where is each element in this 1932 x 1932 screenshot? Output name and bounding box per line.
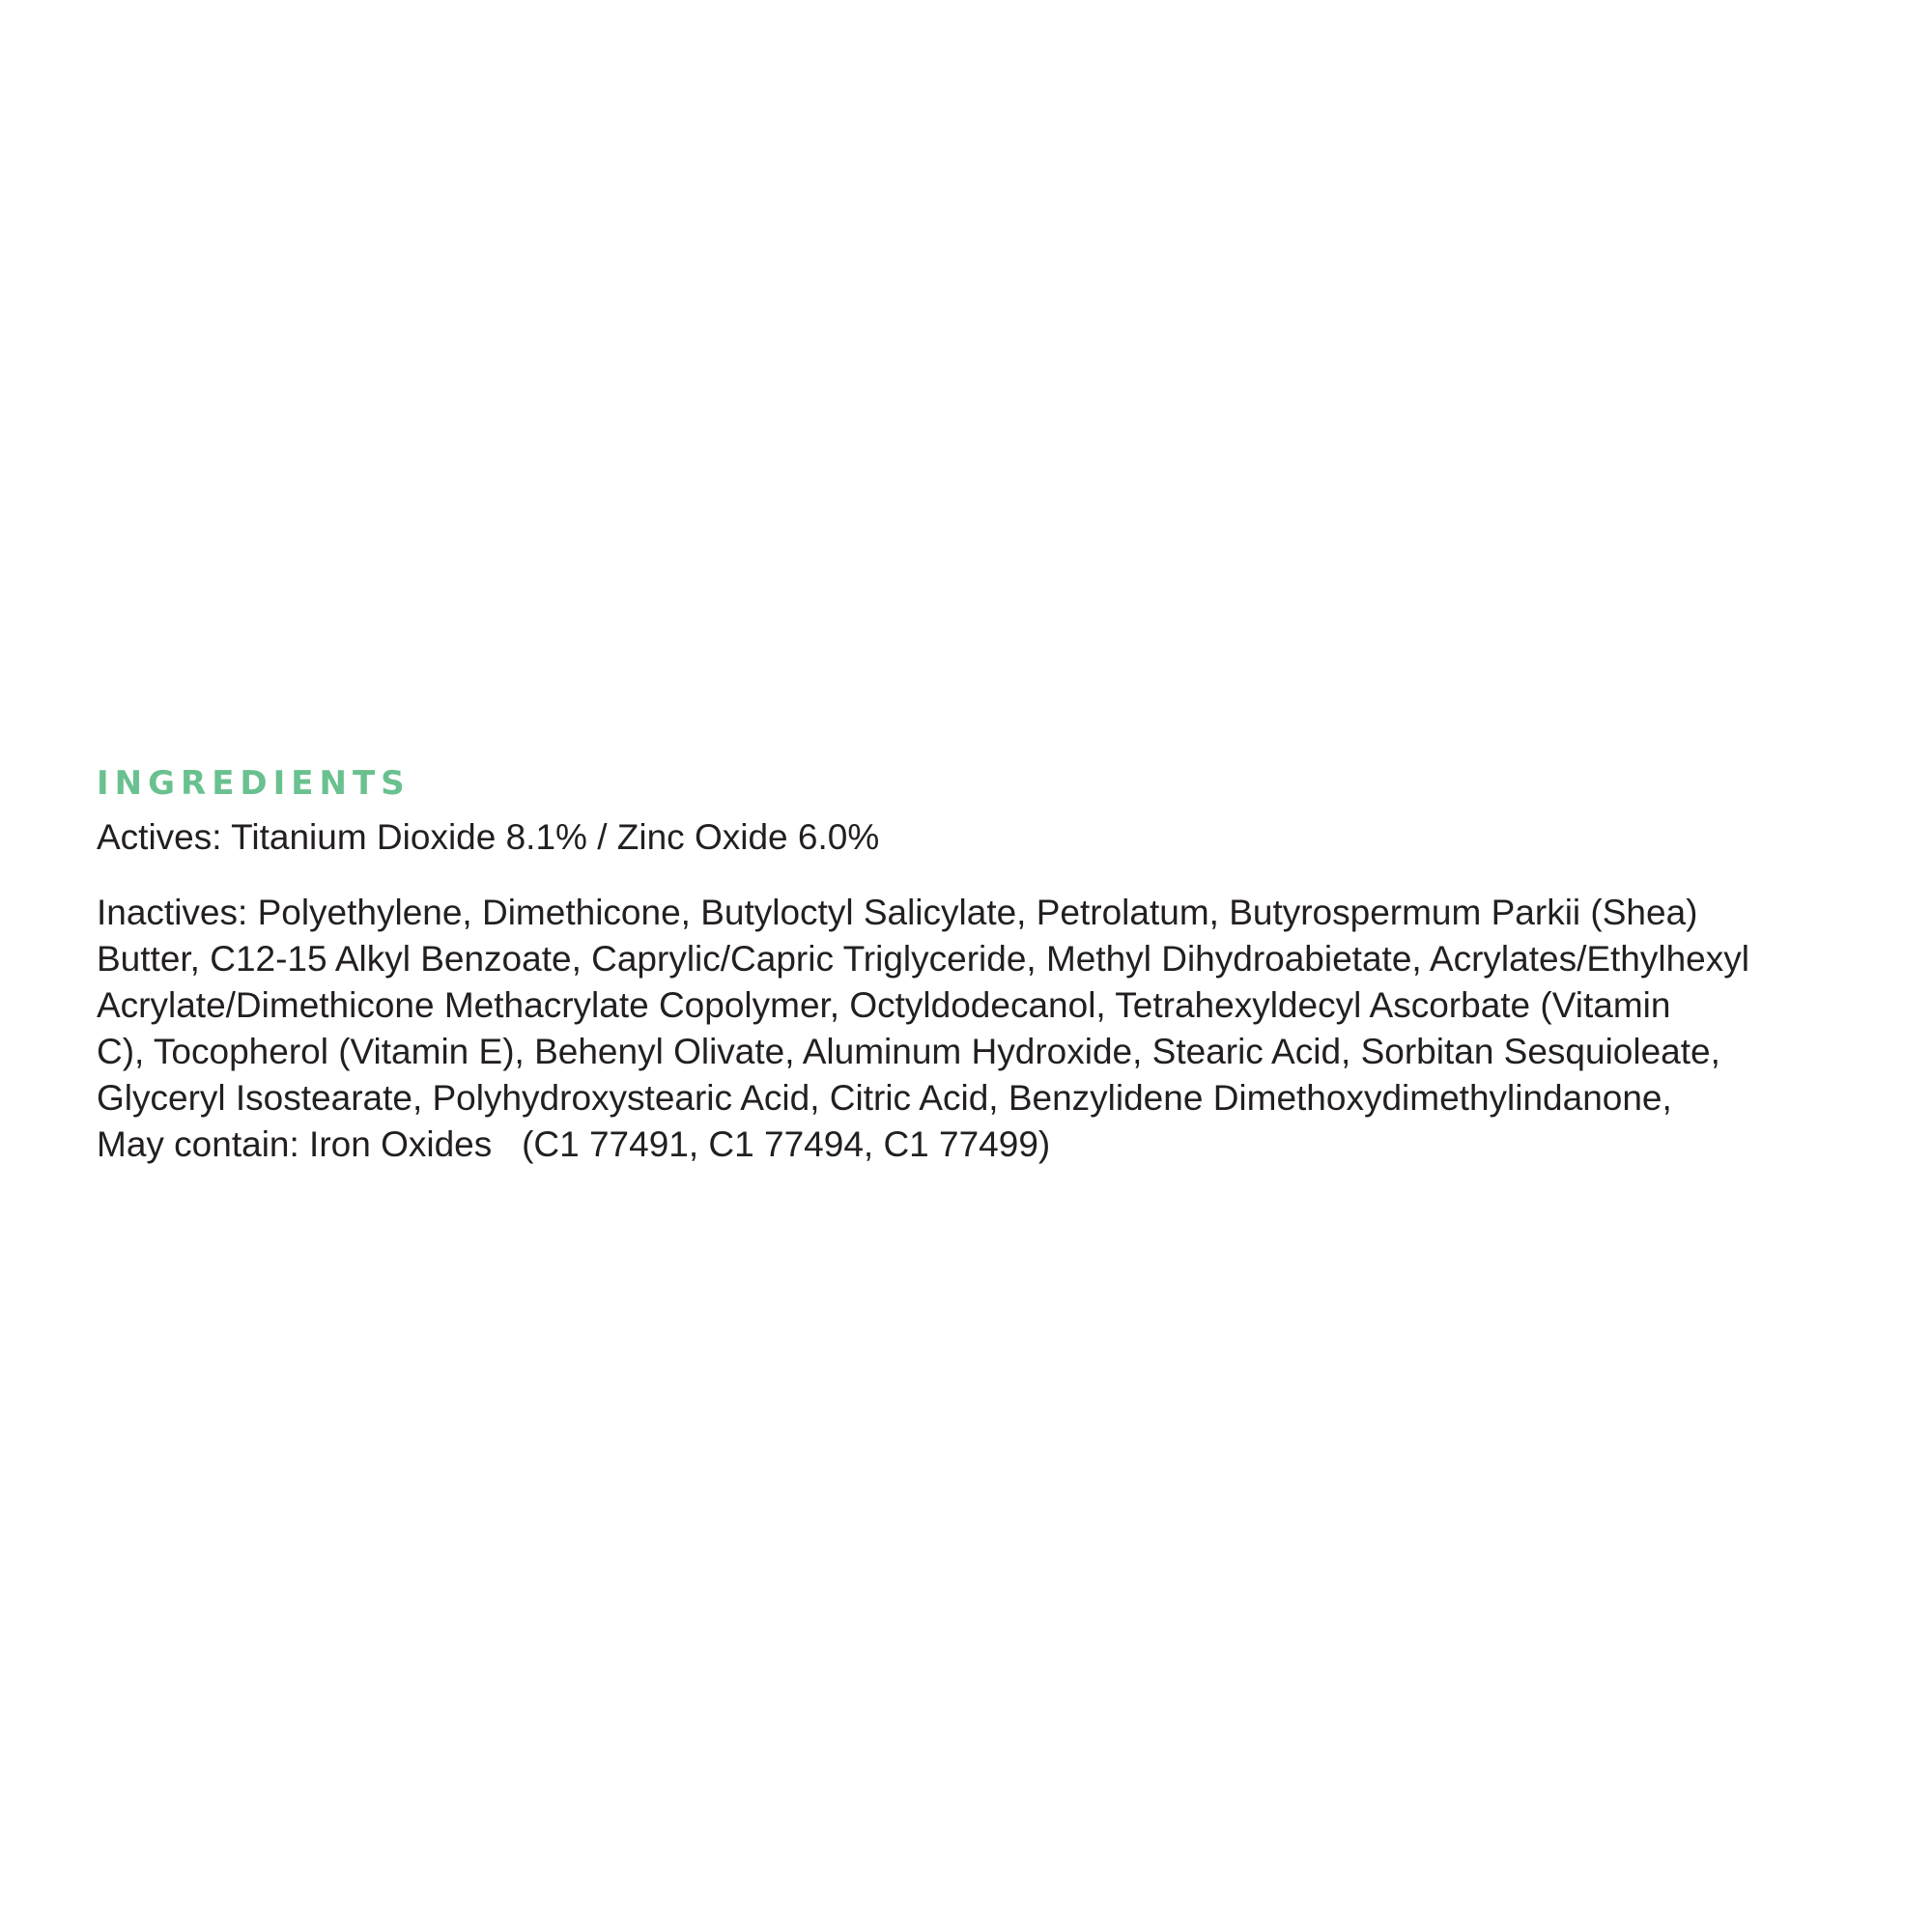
inactives-line: Glyceryl Isostearate, Polyhydroxystearic Acid, Citric Acid, Benzylidene Dimethoxydimethylindanone, xyxy=(97,1078,1672,1118)
inactives-line: Butter, C12-15 Alkyl Benzoate, Caprylic/Capric Triglyceride, Methyl Dihydroabietate, Acrylates/Ethylhexyl xyxy=(97,939,1749,979)
ingredients-panel xyxy=(97,766,1893,1168)
inactives-line: Acrylate/Dimethicone Methacrylate Copolymer, Octyldodecanol, Tetrahexyldecyl Ascorbate (Vitamin xyxy=(97,985,1671,1025)
inactives-line: C), Tocopherol (Vitamin E), Behenyl Olivate, Aluminum Hydroxide, Stearic Acid, Sorbitan Sesquioleate, xyxy=(97,1032,1720,1071)
inactives-paragraph xyxy=(97,890,1893,1168)
inactives-line: Inactives: Polyethylene, Dimethicone, Butyloctyl Salicylate, Petrolatum, Butyrospermum Parkii (Shea) xyxy=(97,893,1698,932)
actives-line: Actives: Titanium Dioxide 8.1% / Zinc Oxide 6.0% xyxy=(97,817,880,857)
ingredients-heading: INGREDIENTS xyxy=(97,764,411,803)
inactives-line: May contain: Iron Oxides (C1 77491, C1 77494, C1 77499) xyxy=(97,1124,1051,1164)
